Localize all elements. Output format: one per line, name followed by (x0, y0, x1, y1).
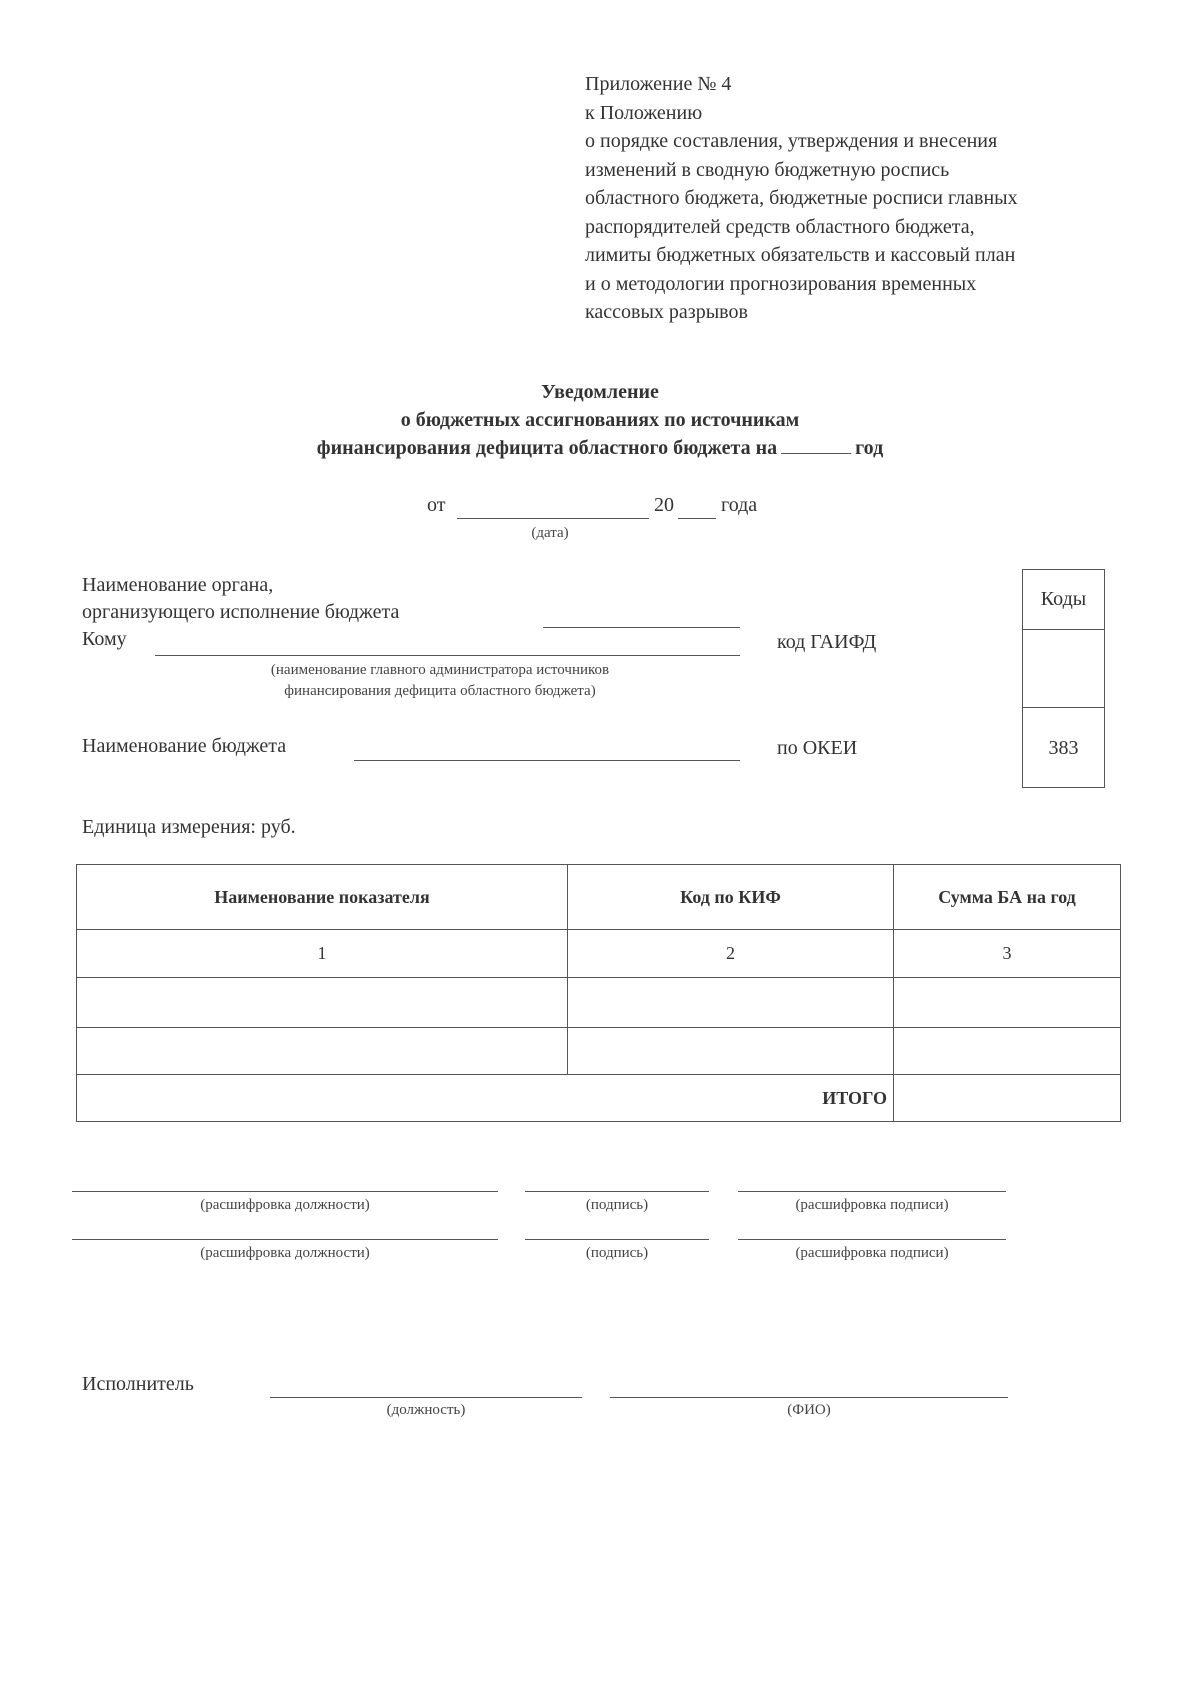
total-label: ИТОГО (77, 1075, 894, 1122)
header-indicator-name: Наименование показателя (77, 865, 568, 930)
appendix-line: Приложение № 4 (585, 73, 732, 95)
signature-decode-caption: (расшифровка подписи) (795, 1197, 949, 1213)
title-line-year (200, 434, 1000, 462)
table-total-row (77, 1075, 1121, 1122)
budget-name-field[interactable] (354, 760, 740, 761)
table-cell[interactable] (894, 1028, 1121, 1075)
table-header-row (77, 865, 1121, 930)
signature-line[interactable] (525, 1191, 709, 1192)
appendix-reference (585, 70, 1125, 327)
signature-caption: (подпись) (585, 1245, 649, 1261)
title-line: о бюджетных ассигнованиях по источникам (400, 409, 800, 431)
to-caption-line: (наименование главного администратора источников (270, 662, 610, 678)
title-prefix: финансирования дефицита областного бюджета на (316, 437, 778, 459)
date-suffix: года (721, 494, 758, 516)
table-cell[interactable] (77, 978, 568, 1028)
date-field[interactable] (457, 518, 649, 519)
position-line[interactable] (72, 1239, 498, 1240)
table-row (77, 1028, 1121, 1075)
table-row (77, 978, 1121, 1028)
codes-header: Коды (1023, 570, 1104, 630)
executor-name-caption: (ФИО) (787, 1402, 831, 1418)
to-caption (190, 660, 690, 702)
budget-label: Наименование бюджета (82, 735, 287, 757)
table-cell[interactable] (568, 978, 894, 1028)
appendix-line: областного бюджета, бюджетные росписи главных (585, 187, 1018, 209)
signature-line[interactable] (525, 1239, 709, 1240)
unit-label: Единица измерения: руб. (82, 816, 296, 838)
appendix-line: лимиты бюджетных обязательств и кассовый план (585, 244, 1016, 266)
executor-position-line[interactable] (270, 1397, 582, 1398)
okei-code-value: 383 (1048, 736, 1079, 759)
appendix-line: о порядке составления, утверждения и внесения (585, 130, 998, 152)
gaifd-code-label: код ГАИФД (777, 631, 877, 653)
to-field[interactable] (155, 655, 740, 656)
table-cell[interactable] (77, 1028, 568, 1075)
document-title (200, 378, 1000, 462)
executor-name-line[interactable] (610, 1397, 1008, 1398)
codes-box (1022, 569, 1105, 788)
gaifd-code-value[interactable] (1023, 630, 1104, 708)
date-year-prefix: 20 (654, 494, 674, 516)
executor-position-caption: (должность) (386, 1402, 466, 1418)
to-label: Кому (82, 628, 127, 650)
signature-decode-line[interactable] (738, 1239, 1006, 1240)
table-cell[interactable] (894, 978, 1121, 1028)
title-line: Уведомление (541, 381, 659, 403)
appendix-line: к Положению (585, 101, 703, 124)
header-kif-code: Код по КИФ (568, 865, 894, 930)
to-caption-line: финансирования дефицита областного бюджета) (284, 683, 596, 699)
column-number: 1 (77, 930, 568, 978)
total-value[interactable] (894, 1075, 1121, 1122)
year-field[interactable] (781, 437, 851, 454)
signature-decode-line[interactable] (738, 1191, 1006, 1192)
budget-table (76, 864, 1121, 1122)
table-number-row (77, 930, 1121, 978)
org-label-line1: Наименование органа, (82, 574, 274, 596)
header-annual-sum: Сумма БА на год (894, 865, 1121, 930)
appendix-line: и о методологии прогнозирования временных (585, 272, 977, 295)
title-suffix: год (855, 437, 884, 459)
signature-caption: (подпись) (585, 1197, 649, 1213)
org-label-line2: организующего исполнение бюджета (82, 601, 400, 623)
signature-decode-caption: (расшифровка подписи) (795, 1245, 949, 1261)
date-caption: (дата) (531, 525, 569, 541)
okei-label: по ОКЕИ (777, 737, 858, 759)
appendix-line: распорядителей средств областного бюджета, (585, 215, 975, 238)
org-name-field[interactable] (543, 627, 740, 628)
position-caption: (расшифровка должности) (200, 1245, 370, 1261)
table-cell[interactable] (568, 1028, 894, 1075)
position-caption: (расшифровка должности) (200, 1197, 370, 1213)
column-number: 2 (568, 930, 894, 978)
date-year-field[interactable] (678, 518, 716, 519)
date-prefix: от (427, 494, 446, 516)
appendix-line: изменений в сводную бюджетную роспись (585, 158, 950, 181)
column-number: 3 (894, 930, 1121, 978)
executor-label: Исполнитель (82, 1373, 194, 1395)
appendix-line: кассовых разрывов (585, 301, 748, 323)
position-line[interactable] (72, 1191, 498, 1192)
